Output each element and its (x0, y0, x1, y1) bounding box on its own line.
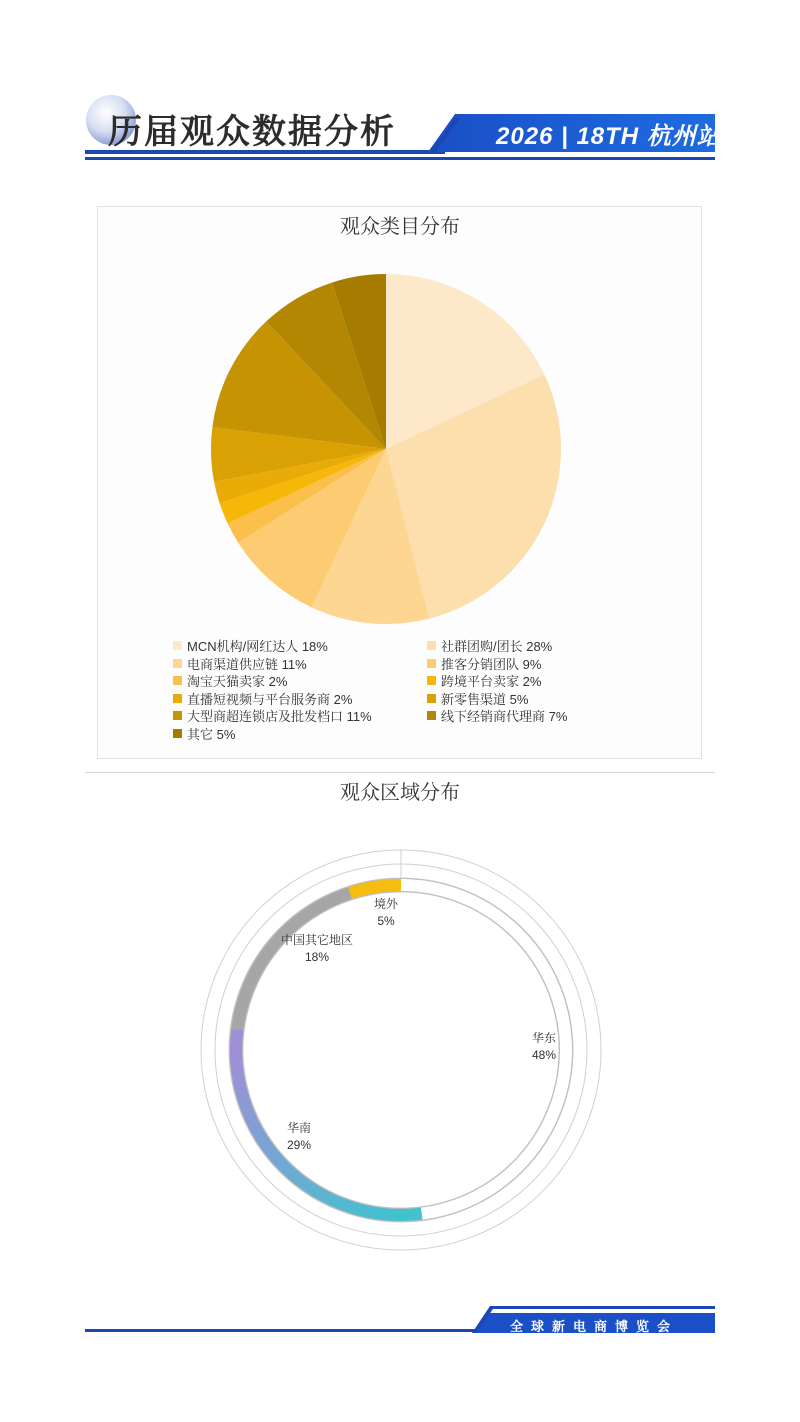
region-chart-title: 观众区域分布 (340, 782, 460, 804)
donut-label-pct: 48% (531, 1048, 557, 1062)
legend-label: 推客分销团队 9% (441, 656, 542, 672)
donut-label-name: 境外 (373, 897, 398, 911)
legend-label: 淘宝天猫卖家 2% (187, 674, 288, 690)
donut-label-pct: 18% (304, 950, 330, 964)
legend-label: 新零售渠道 5% (441, 691, 529, 707)
page-title: 历届观众数据分析 (108, 112, 396, 152)
legend-label: 社群团购/团长 28% (441, 639, 553, 654)
legend-label: 跨境平台卖家 2% (441, 674, 542, 690)
legend-label: 大型商超连锁店及批发档口 11% (187, 709, 372, 725)
donut-label-name: 华东 (531, 1031, 556, 1045)
category-chart-title: 观众类目分布 (340, 216, 460, 238)
legend-label: 线下经销商代理商 7% (441, 709, 568, 725)
legend-label: 直播短视频与平台服务商 2% (187, 691, 353, 707)
donut-label-pct: 29% (286, 1138, 312, 1152)
donut-label-pct: 5% (377, 914, 395, 928)
event-label: 2026 | 18TH 杭州站 (496, 123, 722, 150)
footer-text: 全球新电商博览会 (509, 1319, 678, 1334)
legend-label: MCN机构/网红达人 18% (187, 639, 328, 654)
donut-label-name: 中国其它地区 (280, 933, 353, 947)
legend-label: 电商渠道供应链 11% (187, 656, 307, 672)
donut-label-name: 华南 (286, 1121, 311, 1135)
legend-label: 其它 5% (187, 727, 236, 742)
